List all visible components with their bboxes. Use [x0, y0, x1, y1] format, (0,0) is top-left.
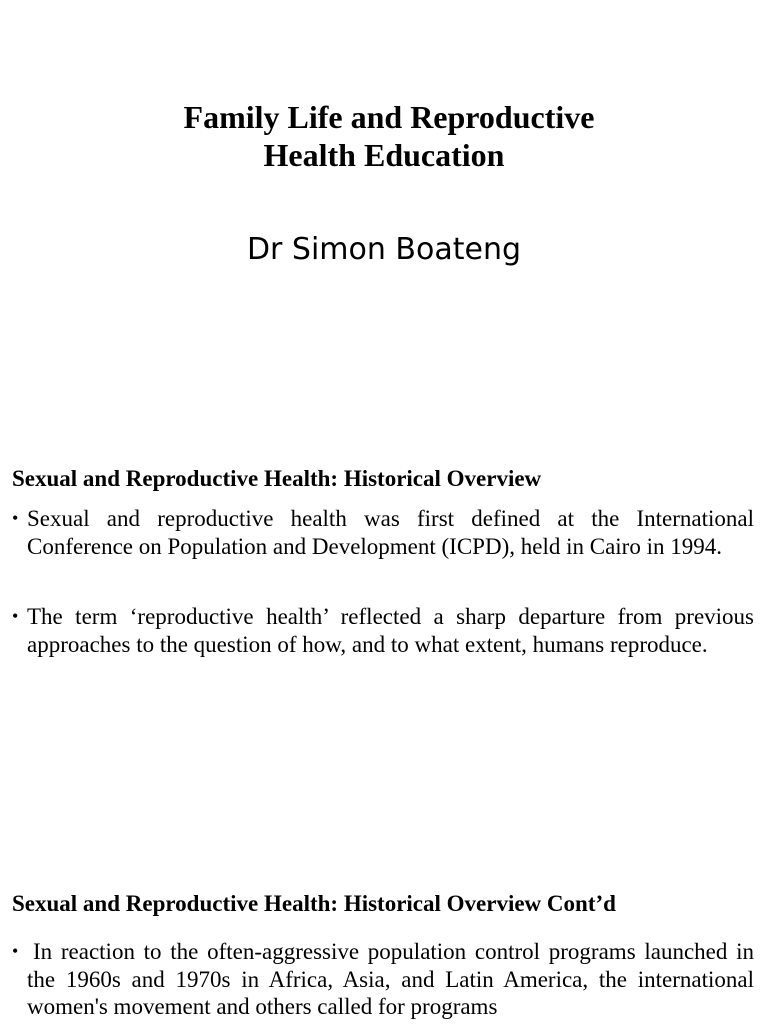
bullet-text: In reaction to the often-aggressive population control programs launched in the 1960s and 1970s in Africa, Asia, and Latin America, the international women's movement and others called for programs: [27, 939, 754, 1019]
bullet-list: [12, 938, 754, 1021]
title-line-1: Family Life and Reproductive: [183, 99, 595, 135]
title-line-2: Health Education: [263, 137, 505, 173]
bullet-item: [12, 938, 754, 1021]
presentation-title: [0, 98, 768, 174]
overview-slide: [0, 420, 768, 820]
bullet-icon: •: [12, 606, 19, 626]
title-slide: [0, 0, 768, 420]
overview-contd-slide: [0, 820, 768, 1024]
author-name: Dr Simon Boateng: [246, 232, 522, 267]
bullet-item: [12, 603, 754, 658]
bullet-text: The term ‘reproductive health’ reflected a sharp departure from previous approaches to the question of how, and to what extent, humans reproduce.: [27, 604, 754, 657]
bullet-icon: •: [12, 941, 19, 961]
bullet-icon: •: [12, 508, 19, 528]
slide-heading: Sexual and Reproductive Health: Historical Overview Cont’d: [12, 891, 616, 916]
bullet-item: [12, 505, 754, 560]
bullet-text: Sexual and reproductive health was first defined at the International Conference on Population and Development (ICPD), held in Cairo in 1994.: [27, 506, 754, 559]
bullet-list: [12, 505, 754, 658]
slide-heading: Sexual and Reproductive Health: Historical Overview: [12, 466, 542, 491]
